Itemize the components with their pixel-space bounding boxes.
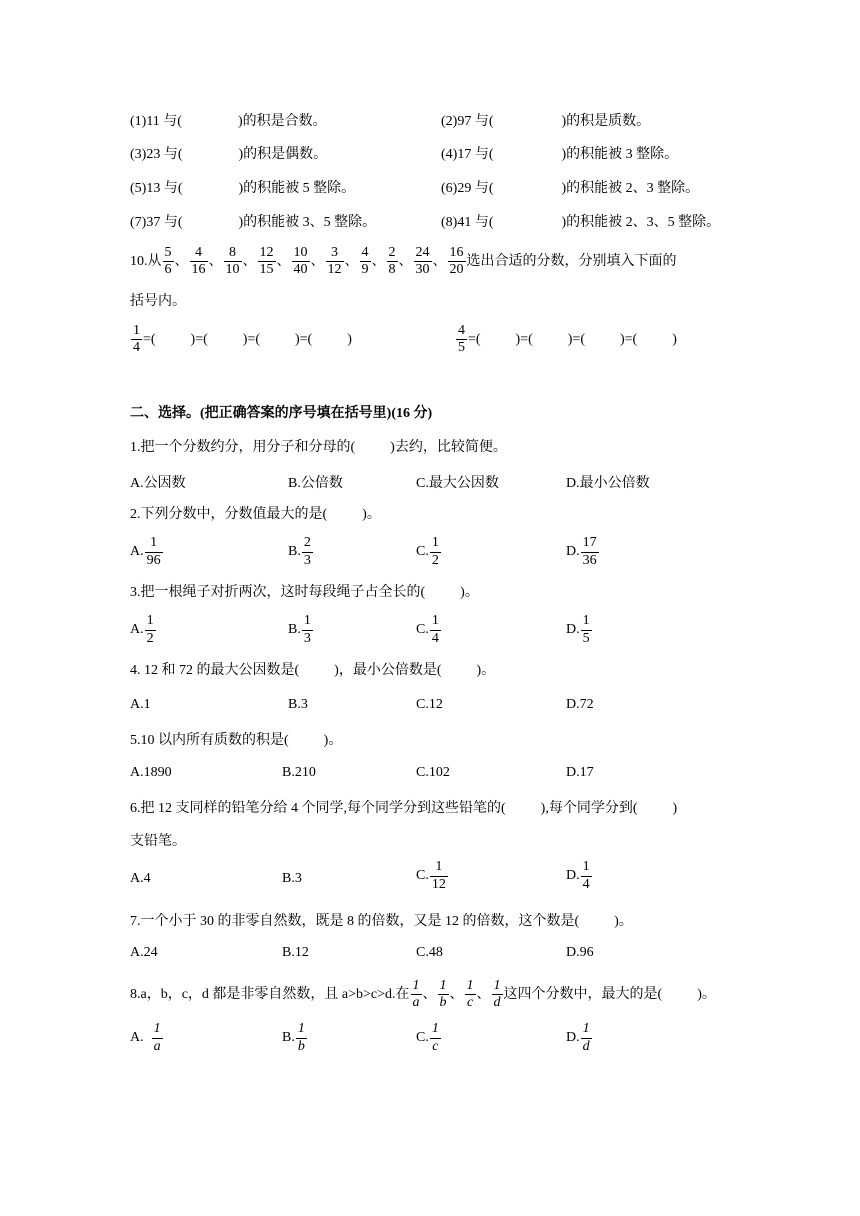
fraction: $\frac{17}{36}$	[582, 535, 597, 568]
question-2: 2.下列分数中，分数值最大的是( )。	[130, 507, 381, 522]
fraction: $\frac{1}{4}$	[582, 859, 590, 892]
option-c[interactable]: C.48	[416, 945, 443, 960]
option-d[interactable]: D.72	[566, 697, 594, 712]
q9-item-8	[441, 213, 720, 233]
fraction: $\frac{8}{10}$	[225, 244, 240, 278]
q9-item-5-text: (5)13 与(	[130, 181, 183, 196]
option-b[interactable]: B. $\frac{2}{3}$	[288, 535, 311, 568]
fraction: $\frac{1}{a}$	[412, 977, 420, 1011]
question-6: 6.把 12 支同样的铅笔分给 4 个同学,每个同学分到这些铅笔的( ),每个同学分到( )	[130, 801, 678, 816]
question-4: 4. 12 和 72 的最大公因数是( )，最小公倍数是( )。	[130, 663, 496, 678]
q9-item-3-text: (3)23 与(	[130, 147, 183, 162]
fraction: $\frac{1}{d}$	[493, 977, 501, 1011]
q9-item-6-tail: )的积能被 2、3 整除。	[561, 181, 700, 196]
option-a[interactable]: A.4	[130, 871, 151, 886]
option-c[interactable]: C.102	[416, 765, 450, 780]
q9-item-7-tail: )的积能被 3、5 整除。	[238, 215, 377, 230]
q9-item-1-text: (1)11 与(	[130, 114, 182, 129]
q9-item-1-tail: )的积是合数。	[237, 114, 327, 129]
q10-line2: 括号内。	[130, 294, 186, 309]
option-d[interactable]: D.17	[566, 765, 594, 780]
option-a[interactable]: A. $\frac{1}{a}$	[130, 1021, 161, 1054]
fraction: $\frac{12}{15}$	[259, 244, 274, 278]
option-c[interactable]: C.最大公因数	[416, 476, 499, 491]
option-a[interactable]: A. $\frac{1}{2}$	[130, 613, 154, 646]
fraction: $\frac{1}{96}$	[146, 535, 161, 568]
fraction: $\frac{4}{16}$	[191, 244, 206, 278]
q10-prefix: 10.从	[130, 254, 162, 269]
q9-item-7-text: (7)37 与(	[130, 215, 183, 230]
option-d[interactable]: D. $\frac{17}{36}$	[566, 535, 597, 568]
q9-item-3	[130, 145, 327, 165]
fraction: $\frac{4}{5}$	[458, 322, 465, 356]
fraction: $\frac{2}{8}$	[388, 244, 396, 278]
option-c[interactable]: C.12	[416, 697, 443, 712]
q10-right-equation[interactable]: $\frac{4}{5}$ =( )=( )=( )=( )	[458, 322, 677, 356]
option-c[interactable]: C. $\frac{1}{c}$	[416, 1021, 439, 1054]
fraction: $\frac{1}{12}$	[431, 859, 446, 892]
q9-item-8-text: (8)41 与(	[441, 215, 494, 230]
option-b[interactable]: B.12	[282, 945, 309, 960]
q9-item-5-tail: )的积能被 5 整除。	[238, 181, 356, 196]
question-5: 5.10 以内所有质数的积是( )。	[130, 733, 343, 748]
option-a[interactable]: A.1890	[130, 765, 172, 780]
fraction: $\frac{5}{6}$	[164, 244, 172, 278]
q9-item-7	[130, 213, 376, 233]
fraction: $\frac{1}{b}$	[439, 977, 447, 1011]
option-d[interactable]: D.最小公倍数	[566, 476, 650, 491]
fraction: $\frac{1}{4}$	[431, 613, 439, 646]
option-c[interactable]: C. $\frac{1}{4}$	[416, 613, 439, 646]
option-b[interactable]: B. $\frac{1}{b}$	[282, 1021, 305, 1054]
option-d[interactable]: D. $\frac{1}{4}$	[566, 859, 590, 892]
q9-item-3-tail: )的积是偶数。	[238, 147, 328, 162]
q9-item-4-text: (4)17 与(	[441, 147, 494, 162]
option-b[interactable]: B. $\frac{1}{3}$	[288, 613, 311, 646]
fraction: $\frac{1}{c}$	[466, 977, 474, 1011]
fraction: $\frac{1}{4}$	[133, 322, 140, 356]
question-6-line2: 支铅笔。	[130, 834, 186, 849]
fraction: $\frac{1}{2}$	[146, 613, 154, 646]
option-c[interactable]: C. $\frac{1}{2}$	[416, 535, 439, 568]
fraction: $\frac{1}{5}$	[582, 613, 590, 646]
fraction: $\frac{4}{9}$	[361, 244, 369, 278]
fraction: $\frac{1}{2}$	[431, 535, 439, 568]
q10-left-equation[interactable]: $\frac{1}{4}$ =( )=( )=( )=( )	[133, 322, 352, 356]
fraction: $\frac{1}{c}$	[431, 1021, 439, 1054]
option-b[interactable]: B.210	[282, 765, 316, 780]
q9-item-1	[130, 112, 327, 132]
q9-item-5	[130, 179, 355, 199]
q9-item-8-tail: )的积能被 2、3、5 整除。	[561, 215, 721, 230]
q9-item-2	[441, 112, 650, 132]
question-3: 3.把一根绳子对折两次，这时每段绳子占全长的( )。	[130, 585, 479, 600]
fraction: $\frac{10}{40}$	[293, 244, 308, 278]
option-d[interactable]: D. $\frac{1}{d}$	[566, 1021, 590, 1054]
fraction: $\frac{1}{b}$	[297, 1021, 305, 1054]
option-d[interactable]: D.96	[566, 945, 594, 960]
option-a[interactable]: A.1	[130, 697, 151, 712]
question-1: 1.把一个分数约分，用分子和分母的( )去约，比较简便。	[130, 440, 507, 455]
fraction: $\frac{24}{30}$	[415, 244, 430, 278]
q9-item-6	[441, 179, 699, 199]
option-b[interactable]: B.公倍数	[288, 476, 343, 491]
option-a[interactable]: A. $\frac{1}{96}$	[130, 535, 161, 568]
q10-line: 10.从 $\frac{5}{6}$ 、 $\frac{4}{16}$ 、 $\frac{8}{10}$ 、 $\frac{12}{15}$ 、 $\frac{10}{40}$ 、 $\frac{3}{12}$ 、 $\frac{4}{9}$ 、 $\frac{2}{8}$ 、 $\frac{24}{30}$ 、 $\frac{16}{20}$ 选出合适的分数，分别填入下面的	[130, 244, 677, 278]
q9-item-4-tail: )的积能被 3 整除。	[561, 147, 679, 162]
option-a[interactable]: A.公因数	[130, 476, 186, 491]
fraction: $\frac{2}{3}$	[303, 535, 311, 568]
fraction: $\frac{3}{12}$	[327, 244, 342, 278]
question-7: 7.一个小于 30 的非零自然数，既是 8 的倍数，又是 12 的倍数，这个数是( )。	[130, 914, 633, 929]
q9-item-6-text: (6)29 与(	[441, 181, 494, 196]
fraction: $\frac{1}{a}$	[153, 1021, 161, 1054]
option-b[interactable]: B.3	[282, 871, 302, 886]
option-d[interactable]: D. $\frac{1}{5}$	[566, 613, 590, 646]
option-b[interactable]: B.3	[288, 697, 308, 712]
option-a[interactable]: A.24	[130, 945, 158, 960]
fraction: $\frac{1}{d}$	[582, 1021, 590, 1054]
fraction: $\frac{16}{20}$	[449, 244, 464, 278]
section-title: 二、选择。(把正确答案的序号填在括号里)(16 分)	[130, 406, 433, 421]
q9-item-2-text: (2)97 与(	[441, 114, 494, 129]
q10-suffix: 选出合适的分数，分别填入下面的	[466, 254, 677, 269]
question-8: 8.a，b，c，d 都是非零自然数，且 a>b>c>d.在 $\frac{1}{a}$ 、 $\frac{1}{b}$ 、 $\frac{1}{c}$ 、 $\frac{1}{d}$ 这四个分数中，最大的是( )。	[130, 977, 716, 1011]
q9-item-4	[441, 145, 678, 165]
fraction: $\frac{1}{3}$	[303, 613, 311, 646]
q9-item-2-tail: )的积是质数。	[561, 114, 651, 129]
option-c[interactable]: C. $\frac{1}{12}$	[416, 859, 446, 892]
